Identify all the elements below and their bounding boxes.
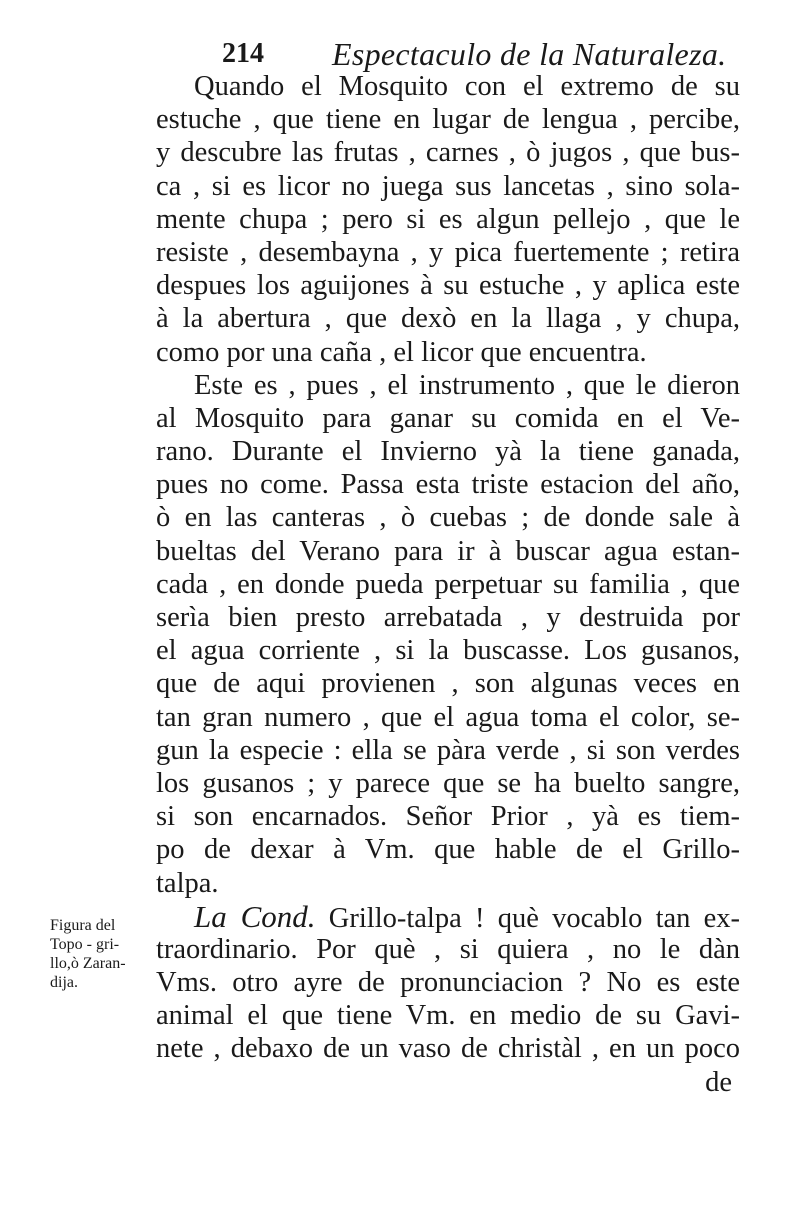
speech-line: animal el que tiene Vm. en medio de su Gavi- <box>156 1000 740 1032</box>
text-line: al Mosquito para ganar su comida en el Ve- <box>156 402 740 434</box>
page-number: 214 <box>222 38 264 69</box>
text-line: gun la especie : ella se pàra verde , si son verdes <box>156 734 740 766</box>
text-line: cada , en donde pueda perpetuar su familia , que <box>156 568 740 600</box>
text-line: ò en las canteras , ò cuebas ; de donde sale à <box>156 502 740 534</box>
text-line: rano. Durante el Invierno yà la tiene ganada, <box>156 436 740 468</box>
catchword: de <box>705 1066 732 1098</box>
text-line: y descubre las frutas , carnes , ò jugos , que bus- <box>156 137 740 169</box>
text-line: bueltas del Verano para ir à buscar agua estan- <box>156 535 740 567</box>
text-line: despues los aguijones à su estuche , y aplica este <box>156 270 740 302</box>
speech-line: Vms. otro ayre de pronunciacion ? No es este <box>156 967 740 999</box>
speech-line: nete , debaxo de un vaso de christàl , en un poco <box>156 1033 740 1065</box>
marginal-note-line: Topo - gri- <box>50 936 120 953</box>
text-line: resiste , desembayna , y pica fuertemente ; retira <box>156 236 740 268</box>
main-text <box>156 70 740 1099</box>
text-line: Este es , pues , el instrumento , que le dieron <box>194 369 740 401</box>
text-line: pues no come. Passa esta triste estacion del año, <box>156 469 740 501</box>
speech-line <box>156 900 740 933</box>
text-line: el agua corriente , si la buscasse. Los gusanos, <box>156 635 740 667</box>
marginal-note-line: llo,ò Zaran- <box>50 955 126 972</box>
speaker-label: La Cond. <box>194 898 316 934</box>
text-line: que de aqui provienen , son algunas veces en <box>156 668 740 700</box>
marginal-note-line: Figura del <box>50 917 116 934</box>
text-line: tan gran numero , que el agua toma el color, se- <box>156 701 740 733</box>
text-line: à la abertura , que dexò en la llaga , y chupa, <box>156 303 740 335</box>
text-line: po de dexar à Vm. que hable de el Grillo- <box>156 834 740 866</box>
speech-text: Grillo-talpa ! què vocablo tan ex- <box>328 902 741 934</box>
marginal-note <box>50 916 150 992</box>
text-line: como por una caña , el licor que encuentra. <box>156 336 647 368</box>
text-line: Quando el Mosquito con el extremo de su <box>194 71 740 102</box>
text-line: estuche , que tiene en lugar de lengua , percibe, <box>156 104 740 136</box>
text-line: si son encarnados. Señor Prior , yà es tiem- <box>156 801 740 833</box>
text-line: los gusanos ; y parece que se ha buelto sangre, <box>156 767 740 799</box>
running-title: Espectaculo de la Naturaleza. <box>332 36 727 72</box>
marginal-note-line: dija. <box>50 974 78 991</box>
text-line: mente chupa ; pero si es algun pellejo , que le <box>156 203 740 235</box>
text-line: talpa. <box>156 867 219 899</box>
text-line: serìa bien presto arrebatada , y destruida por <box>156 602 740 633</box>
text-line: ca , si es licor no juega sus lancetas , sino sola- <box>156 170 740 202</box>
speech-line: traordinario. Por què , si quiera , no le dàn <box>156 933 740 965</box>
